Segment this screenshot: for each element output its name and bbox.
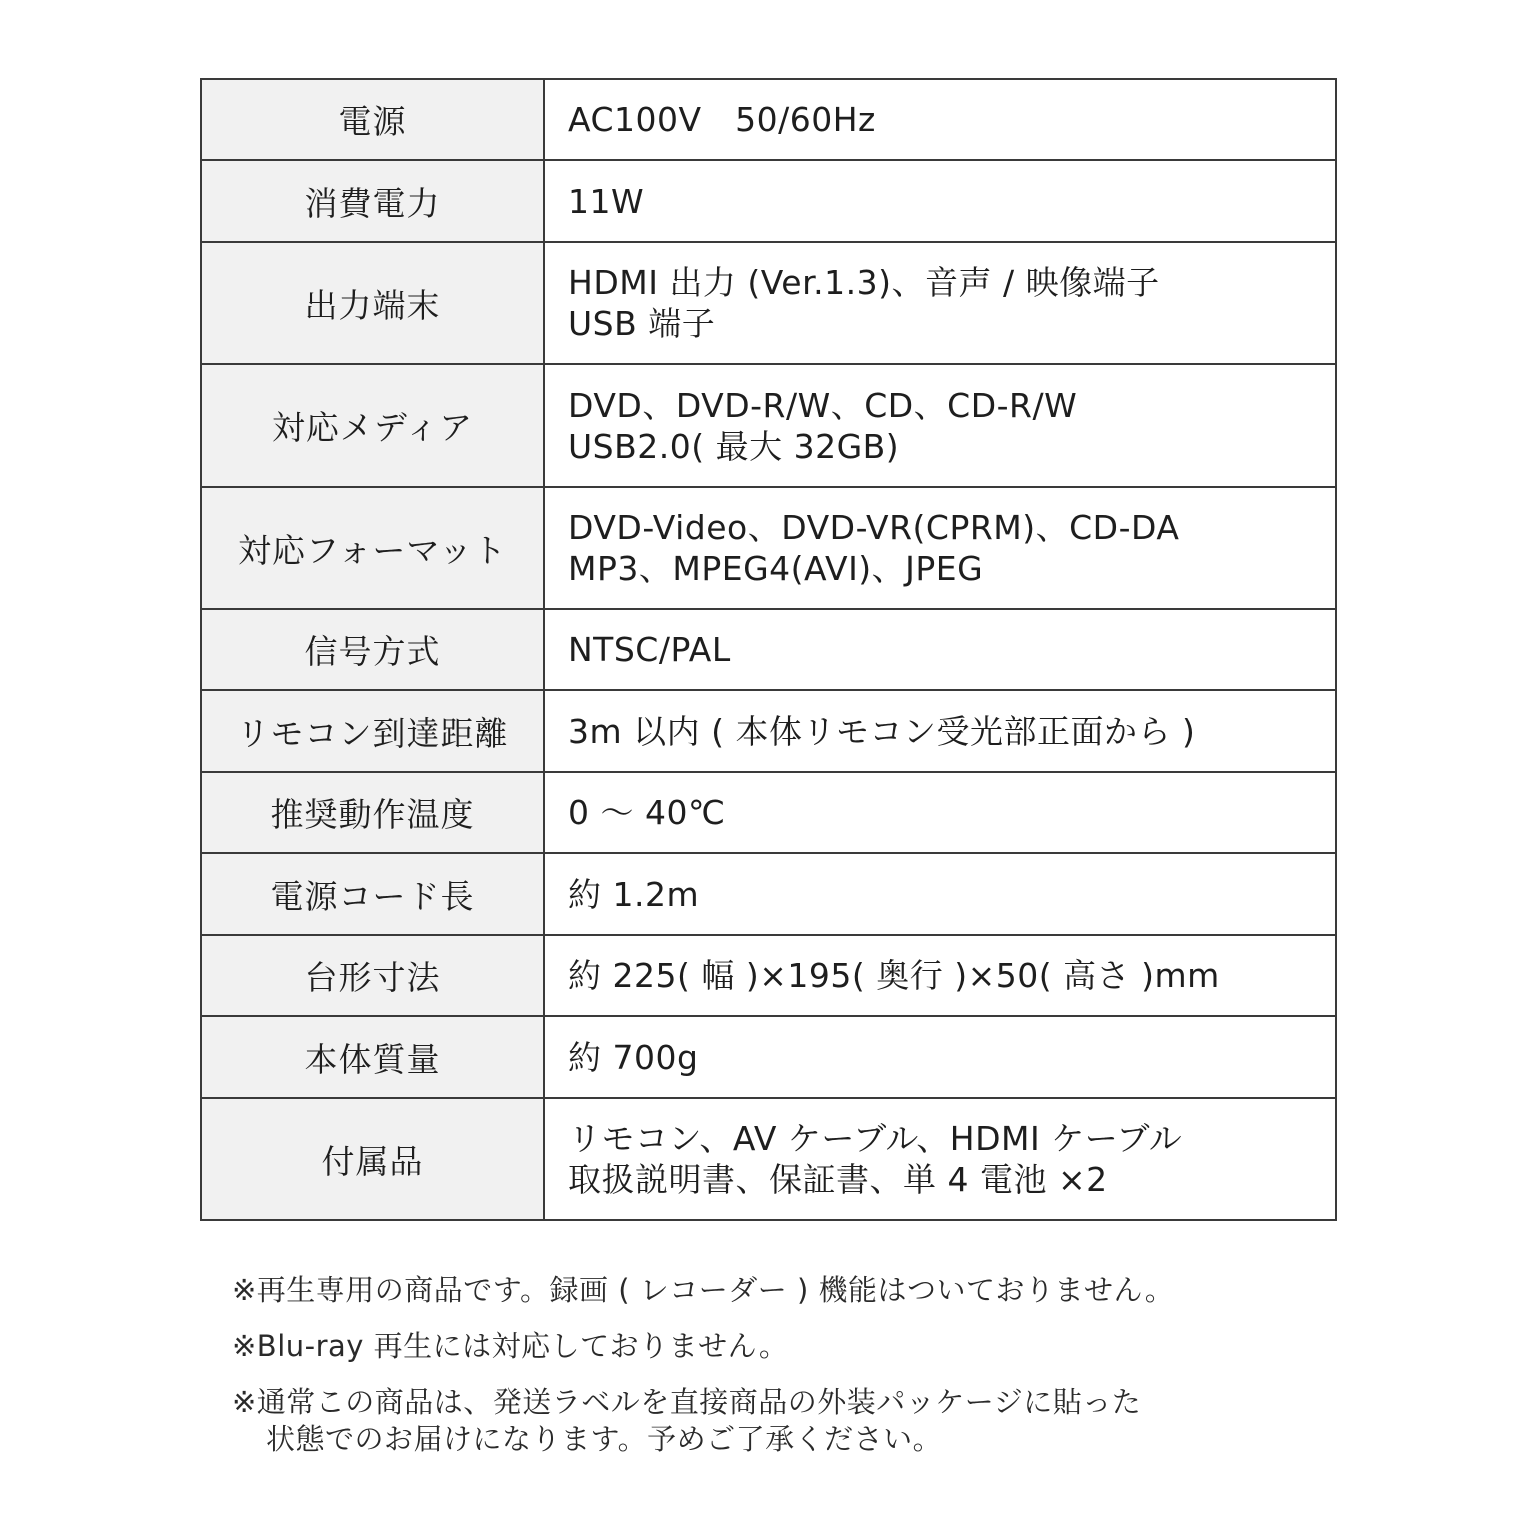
value-line: 約 700g [568,1037,699,1077]
row-value [544,1098,1336,1220]
table-row-cord-length [201,853,1336,935]
note-text-continued: 状態でのお届けになります。予めご了承ください。 [266,1422,943,1456]
value-line: 11W [568,181,645,221]
table-row-signal-system [201,609,1336,690]
row-label: 推奨動作温度 [201,772,544,853]
value-line: USB2.0( 最大 32GB) [568,426,900,466]
table-row-remote-range [201,690,1336,772]
value-line: 0 ～ 40℃ [568,793,726,832]
value-line: NTSC/PAL [568,630,731,669]
value-line: HDMI 出力 (Ver.1.3)、音声 / 映像端子 [568,263,1160,302]
value-line: 3m 以内 ( 本体リモコン受光部正面から ) [568,711,1196,751]
value-line: 取扱説明書、保証書、単 4 電池 ×2 [568,1160,1108,1199]
value-line: リモコン、AV ケーブル、HDMI ケーブル [568,1119,1183,1158]
value-line: DVD-Video、DVD-VR(CPRM)、CD-DA [568,508,1180,547]
row-value [544,690,1336,772]
spec-table [200,78,1337,1221]
table-row-supported-media [201,364,1336,487]
row-value [544,609,1336,690]
value-line: USB 端子 [568,304,716,343]
row-value [544,242,1336,364]
table-row-power-consumption [201,160,1336,242]
row-value [544,1016,1336,1098]
note-text: ※通常この商品は、発送ラベルを直接商品の外装パッケージに貼った [232,1385,1142,1419]
note-shipping-label [232,1384,1332,1458]
note-playback-only [232,1272,1332,1309]
table-row-operating-temperature [201,772,1336,853]
note-text: ※Blu-ray 再生には対応しておりません。 [232,1329,789,1363]
table-row-weight [201,1016,1336,1098]
row-value [544,853,1336,935]
note-no-bluray [232,1328,1332,1365]
value-line: AC100V 50/60Hz [568,100,876,139]
value-line: 約 225( 幅 )×195( 奥行 )×50( 高さ )mm [568,956,1220,995]
value-line: MP3、MPEG4(AVI)、JPEG [568,549,984,588]
row-label: 対応メディア [201,364,544,487]
row-label: 信号方式 [201,609,544,690]
notes-section [232,1272,1332,1477]
row-label: 消費電力 [201,160,544,242]
note-text: ※再生専用の商品です。録画 ( レコーダー ) 機能はついておりません。 [232,1273,1175,1307]
row-label: 台形寸法 [201,935,544,1016]
table-row-output-terminals [201,242,1336,364]
table-row-power-supply [201,79,1336,160]
table-row-dimensions [201,935,1336,1016]
value-line: 約 1.2m [568,874,700,914]
row-label: 電源 [201,79,544,160]
value-line: DVD、DVD-R/W、CD、CD-R/W [568,385,1078,425]
row-label: 本体質量 [201,1016,544,1098]
row-value [544,935,1336,1016]
row-value [544,487,1336,609]
row-value [544,364,1336,487]
table-row-supported-formats [201,487,1336,609]
row-value [544,772,1336,853]
row-label: 付属品 [201,1098,544,1220]
row-value [544,79,1336,160]
row-value [544,160,1336,242]
table-row-accessories [201,1098,1336,1220]
row-label: 電源コード長 [201,853,544,935]
row-label: 対応フォーマット [201,487,544,609]
row-label: リモコン到達距離 [201,690,544,772]
row-label: 出力端末 [201,242,544,364]
